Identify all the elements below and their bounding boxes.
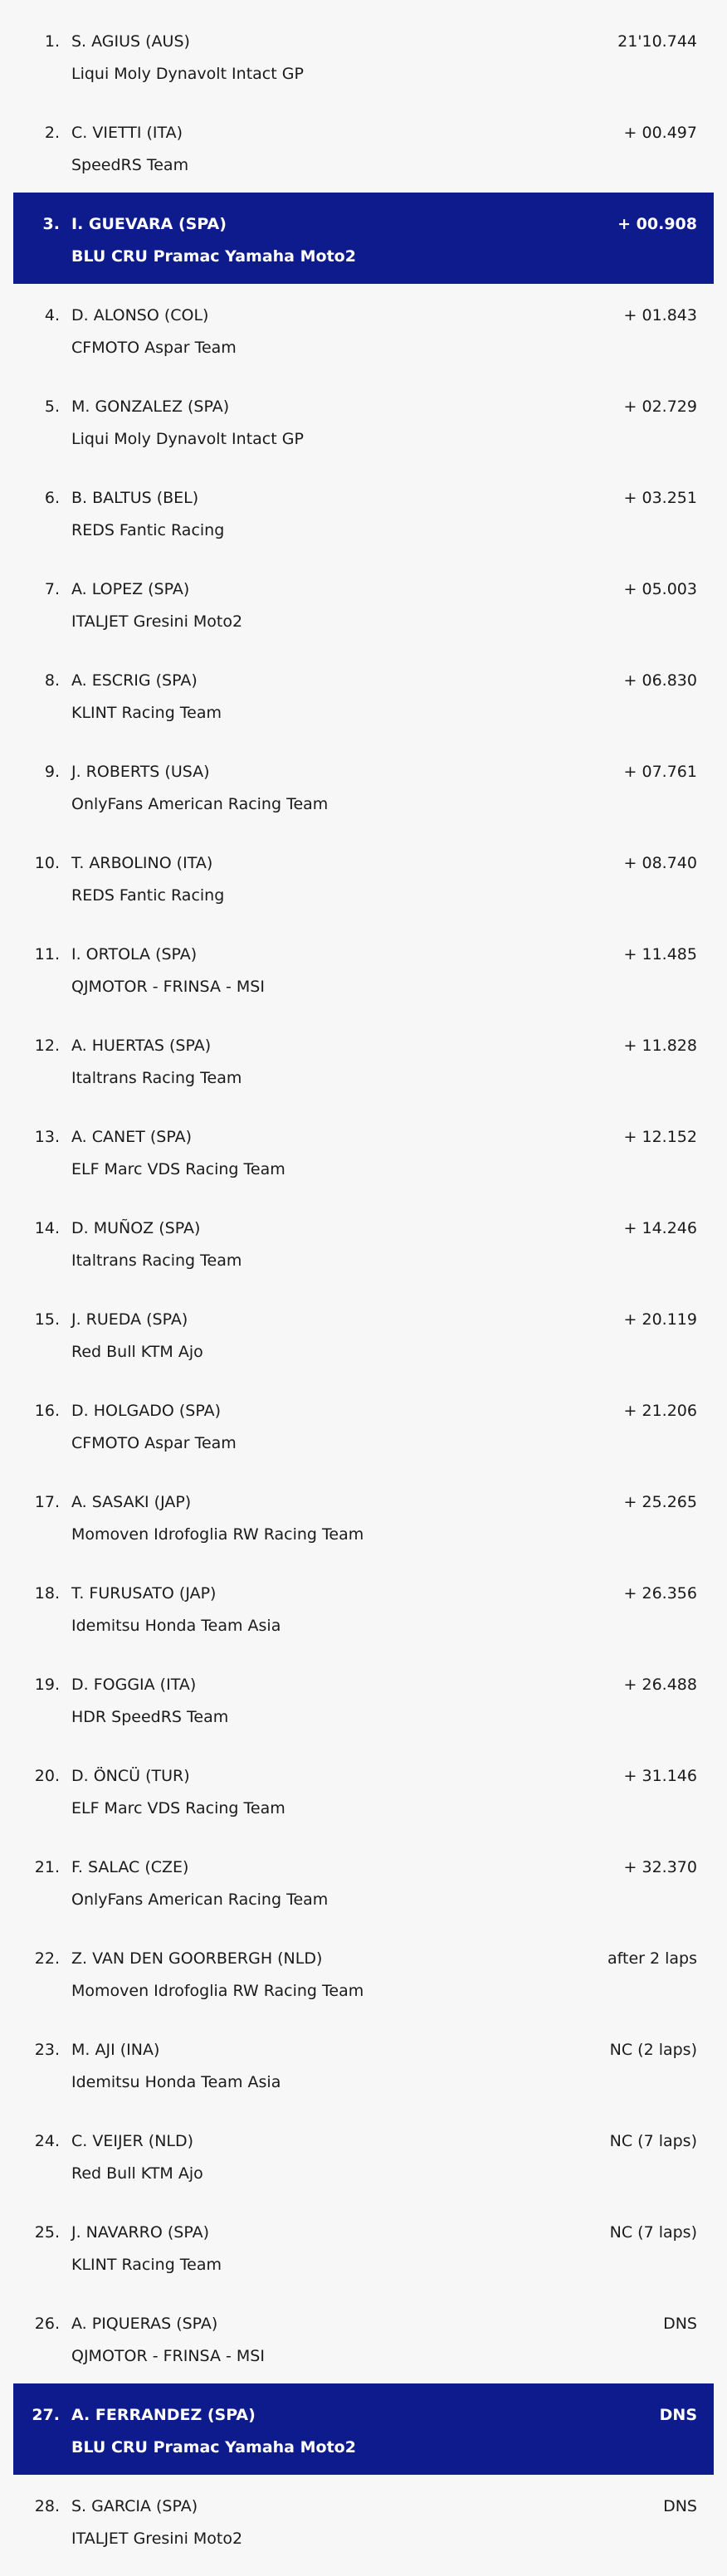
position-number: 17. bbox=[34, 1493, 60, 1511]
rider-name: T. FURUSATO (JAP) bbox=[71, 1584, 217, 1603]
rider-name: T. ARBOLINO (ITA) bbox=[71, 854, 213, 872]
team-name: ITALJET Gresini Moto2 bbox=[71, 612, 243, 631]
result-row-27[interactable] bbox=[13, 2383, 714, 2475]
rider-name: I. ORTOLA (SPA) bbox=[71, 945, 198, 964]
race-time: + 21.206 bbox=[623, 1402, 697, 1420]
rider-name: M. AJI (INA) bbox=[71, 2041, 160, 2059]
team-name: BLU CRU Pramac Yamaha Moto2 bbox=[71, 2438, 356, 2456]
result-row-26[interactable] bbox=[13, 2292, 714, 2383]
position-number: 24. bbox=[34, 2132, 60, 2150]
result-row-14[interactable] bbox=[13, 1197, 714, 1288]
team-name: Idemitsu Honda Team Asia bbox=[71, 2073, 281, 2091]
team-name: BLU CRU Pramac Yamaha Moto2 bbox=[71, 247, 356, 266]
rider-name: A. HUERTAS (SPA) bbox=[71, 1037, 212, 1055]
position-number: 3. bbox=[42, 215, 60, 233]
team-name: CFMOTO Aspar Team bbox=[71, 1434, 237, 1452]
team-name: OnlyFans American Racing Team bbox=[71, 1891, 329, 1909]
race-time: + 20.119 bbox=[623, 1310, 697, 1329]
team-name: Red Bull KTM Ajo bbox=[71, 2164, 203, 2183]
team-name: REDS Fantic Racing bbox=[71, 521, 225, 539]
result-row-22[interactable] bbox=[13, 1927, 714, 2018]
result-row-9[interactable] bbox=[13, 740, 714, 832]
rider-name: A. ESCRIG (SPA) bbox=[71, 671, 198, 690]
rider-name: S. AGIUS (AUS) bbox=[71, 32, 190, 51]
rider-name: I. GUEVARA (SPA) bbox=[71, 215, 227, 233]
position-number: 23. bbox=[34, 2041, 60, 2059]
rider-name: M. GONZALEZ (SPA) bbox=[71, 398, 230, 416]
rider-name: F. SALAC (CZE) bbox=[71, 1858, 189, 1876]
result-row-20[interactable] bbox=[13, 1744, 714, 1836]
race-time: + 12.152 bbox=[623, 1128, 697, 1146]
result-row-17[interactable] bbox=[13, 1471, 714, 1562]
position-number: 27. bbox=[32, 2406, 60, 2424]
position-number: 14. bbox=[34, 1219, 60, 1237]
race-time: + 01.843 bbox=[623, 306, 697, 324]
team-name: QJMOTOR - FRINSA - MSI bbox=[71, 2347, 265, 2365]
position-number: 5. bbox=[44, 398, 60, 416]
race-time: + 14.246 bbox=[623, 1219, 697, 1237]
position-number: 15. bbox=[34, 1310, 60, 1329]
team-name: Liqui Moly Dynavolt Intact GP bbox=[71, 65, 304, 83]
race-time: NC (7 laps) bbox=[609, 2223, 697, 2242]
team-name: Momoven Idrofoglia RW Racing Team bbox=[71, 1525, 364, 1544]
race-time: + 11.828 bbox=[623, 1037, 697, 1055]
position-number: 25. bbox=[34, 2223, 60, 2242]
rider-name: D. ÖNCÜ (TUR) bbox=[71, 1767, 190, 1785]
rider-name: A. CANET (SPA) bbox=[71, 1128, 192, 1146]
team-name: Momoven Idrofoglia RW Racing Team bbox=[71, 1982, 364, 2000]
rider-name: B. BALTUS (BEL) bbox=[71, 489, 199, 507]
position-number: 28. bbox=[34, 2497, 60, 2515]
rider-name: Z. VAN DEN GOORBERGH (NLD) bbox=[71, 1949, 323, 1968]
rider-name: D. FOGGIA (ITA) bbox=[71, 1676, 197, 1694]
rider-name: C. VEIJER (NLD) bbox=[71, 2132, 194, 2150]
race-time: NC (7 laps) bbox=[609, 2132, 697, 2150]
team-name: Italtrans Racing Team bbox=[71, 1069, 242, 1087]
team-name: KLINT Racing Team bbox=[71, 2256, 222, 2274]
race-time: DNS bbox=[663, 2497, 697, 2515]
rider-name: A. SASAKI (JAP) bbox=[71, 1493, 192, 1511]
result-row-11[interactable] bbox=[13, 923, 714, 1014]
position-number: 26. bbox=[34, 2315, 60, 2333]
rider-name: D. MUÑOZ (SPA) bbox=[71, 1219, 201, 1237]
result-row-19[interactable] bbox=[13, 1653, 714, 1744]
result-row-21[interactable] bbox=[13, 1836, 714, 1927]
result-row-25[interactable] bbox=[13, 2201, 714, 2292]
result-row-2[interactable] bbox=[13, 101, 714, 193]
team-name: Idemitsu Honda Team Asia bbox=[71, 1617, 281, 1635]
race-time: + 02.729 bbox=[623, 398, 697, 416]
result-row-28[interactable] bbox=[13, 2475, 714, 2566]
race-time: + 26.356 bbox=[623, 1584, 697, 1603]
team-name: QJMOTOR - FRINSA - MSI bbox=[71, 978, 265, 996]
rider-name: A. LOPEZ (SPA) bbox=[71, 580, 190, 598]
position-number: 18. bbox=[34, 1584, 60, 1603]
position-number: 4. bbox=[44, 306, 60, 324]
race-time: + 05.003 bbox=[623, 580, 697, 598]
result-row-13[interactable] bbox=[13, 1105, 714, 1197]
position-number: 7. bbox=[44, 580, 60, 598]
rider-name: D. ALONSO (COL) bbox=[71, 306, 209, 324]
team-name: Liqui Moly Dynavolt Intact GP bbox=[71, 430, 304, 448]
rider-name: A. PIQUERAS (SPA) bbox=[71, 2315, 218, 2333]
result-row-7[interactable] bbox=[13, 558, 714, 649]
rider-name: J. NAVARRO (SPA) bbox=[71, 2223, 209, 2242]
position-number: 12. bbox=[34, 1037, 60, 1055]
rider-name: C. VIETTI (ITA) bbox=[71, 124, 183, 142]
rider-name: S. GARCIA (SPA) bbox=[71, 2497, 198, 2515]
race-time: after 2 laps bbox=[607, 1949, 697, 1968]
team-name: REDS Fantic Racing bbox=[71, 886, 225, 905]
position-number: 19. bbox=[34, 1676, 60, 1694]
race-time: + 03.251 bbox=[623, 489, 697, 507]
race-time: + 06.830 bbox=[623, 671, 697, 690]
result-row-16[interactable] bbox=[13, 1379, 714, 1471]
race-time: 21'10.744 bbox=[617, 32, 697, 51]
race-time: + 00.908 bbox=[617, 215, 697, 233]
position-number: 9. bbox=[44, 763, 60, 781]
position-number: 22. bbox=[34, 1949, 60, 1968]
position-number: 2. bbox=[44, 124, 60, 142]
result-row-5[interactable] bbox=[13, 375, 714, 466]
result-row-10[interactable] bbox=[13, 832, 714, 923]
position-number: 11. bbox=[34, 945, 60, 964]
race-time: + 07.761 bbox=[623, 763, 697, 781]
result-row-8[interactable] bbox=[13, 649, 714, 740]
race-time: + 25.265 bbox=[623, 1493, 697, 1511]
result-row-15[interactable] bbox=[13, 1288, 714, 1379]
race-time: + 11.485 bbox=[623, 945, 697, 964]
position-number: 20. bbox=[34, 1767, 60, 1785]
team-name: Red Bull KTM Ajo bbox=[71, 1343, 203, 1361]
rider-name: A. FERRANDEZ (SPA) bbox=[71, 2406, 256, 2424]
position-number: 16. bbox=[34, 1402, 60, 1420]
race-time: + 26.488 bbox=[623, 1676, 697, 1694]
result-row-4[interactable] bbox=[13, 284, 714, 375]
team-name: Italtrans Racing Team bbox=[71, 1251, 242, 1270]
result-row-3[interactable] bbox=[13, 193, 714, 284]
result-row-24[interactable] bbox=[13, 2110, 714, 2201]
result-row-23[interactable] bbox=[13, 2018, 714, 2110]
race-time: DNS bbox=[659, 2406, 697, 2424]
race-time: DNS bbox=[663, 2315, 697, 2333]
team-name: CFMOTO Aspar Team bbox=[71, 339, 237, 357]
team-name: OnlyFans American Racing Team bbox=[71, 795, 329, 813]
team-name: SpeedRS Team bbox=[71, 156, 189, 174]
team-name: ELF Marc VDS Racing Team bbox=[71, 1799, 285, 1817]
team-name: HDR SpeedRS Team bbox=[71, 1708, 229, 1726]
position-number: 8. bbox=[44, 671, 60, 690]
position-number: 10. bbox=[34, 854, 60, 872]
position-number: 1. bbox=[44, 32, 60, 51]
race-time: + 00.497 bbox=[623, 124, 697, 142]
team-name: ELF Marc VDS Racing Team bbox=[71, 1160, 285, 1178]
race-time: + 32.370 bbox=[623, 1858, 697, 1876]
result-row-12[interactable] bbox=[13, 1014, 714, 1105]
result-row-6[interactable] bbox=[13, 466, 714, 558]
position-number: 13. bbox=[34, 1128, 60, 1146]
rider-name: J. RUEDA (SPA) bbox=[71, 1310, 188, 1329]
race-time: + 31.146 bbox=[623, 1767, 697, 1785]
race-time: NC (2 laps) bbox=[609, 2041, 697, 2059]
race-time: + 08.740 bbox=[623, 854, 697, 872]
rider-name: J. ROBERTS (USA) bbox=[71, 763, 210, 781]
result-row-1[interactable] bbox=[13, 10, 714, 101]
team-name: KLINT Racing Team bbox=[71, 704, 222, 722]
position-number: 6. bbox=[44, 489, 60, 507]
rider-name: D. HOLGADO (SPA) bbox=[71, 1402, 222, 1420]
result-row-18[interactable] bbox=[13, 1562, 714, 1653]
position-number: 21. bbox=[34, 1858, 60, 1876]
team-name: ITALJET Gresini Moto2 bbox=[71, 2530, 243, 2548]
